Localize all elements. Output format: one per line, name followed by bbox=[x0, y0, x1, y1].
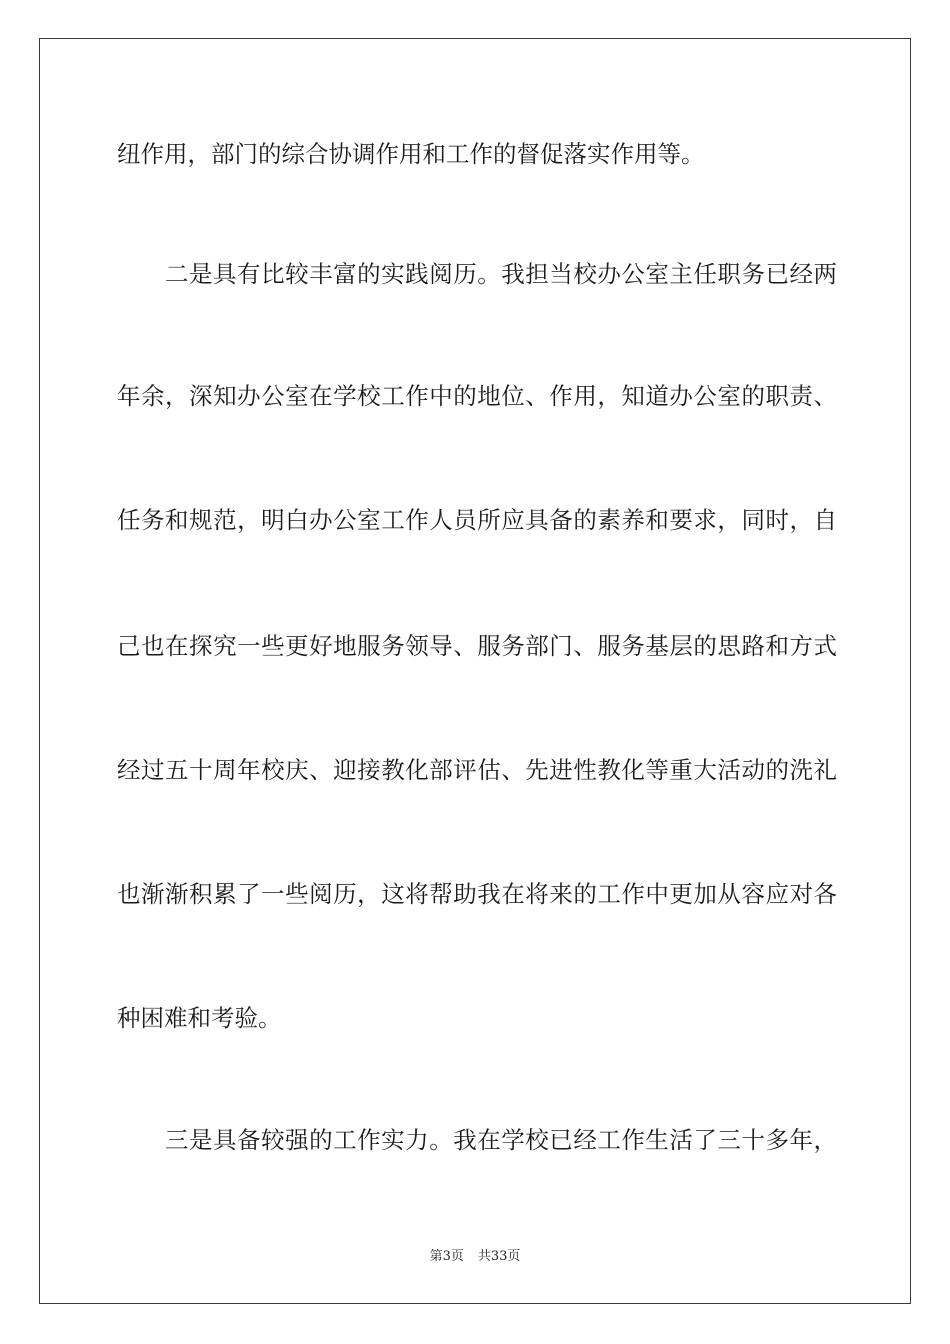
page-number: 第3页 bbox=[429, 1249, 464, 1264]
paragraph-line-4: 任务和规范，明白办公室工作人员所应具备的素养和要求，同时，自 bbox=[117, 506, 837, 534]
paragraph-line-6: 经过五十周年校庆、迎接教化部评估、先进性教化等重大活动的洗礼 bbox=[117, 756, 837, 784]
paragraph-line-2: 二是具有比较丰富的实践阅历。我担当校办公室主任职务已经两 bbox=[165, 260, 837, 288]
paragraph-line-7: 也渐渐积累了一些阅历，这将帮助我在将来的工作中更加从容应对各 bbox=[117, 880, 837, 908]
paragraph-line-1: 纽作用，部门的综合协调作用和工作的督促落实作用等。 bbox=[117, 140, 705, 168]
page-border bbox=[39, 38, 911, 1304]
total-pages: 共33页 bbox=[477, 1249, 521, 1264]
paragraph-line-8: 种困难和考验。 bbox=[117, 1004, 282, 1032]
page-footer bbox=[0, 1247, 950, 1267]
paragraph-line-9: 三是具备较强的工作实力。我在学校已经工作生活了三十多年， bbox=[165, 1126, 837, 1154]
paragraph-line-5: 己也在探究一些更好地服务领导、服务部门、服务基层的思路和方式 bbox=[117, 632, 837, 660]
paragraph-line-3: 年余，深知办公室在学校工作中的地位、作用，知道办公室的职责、 bbox=[117, 382, 837, 410]
